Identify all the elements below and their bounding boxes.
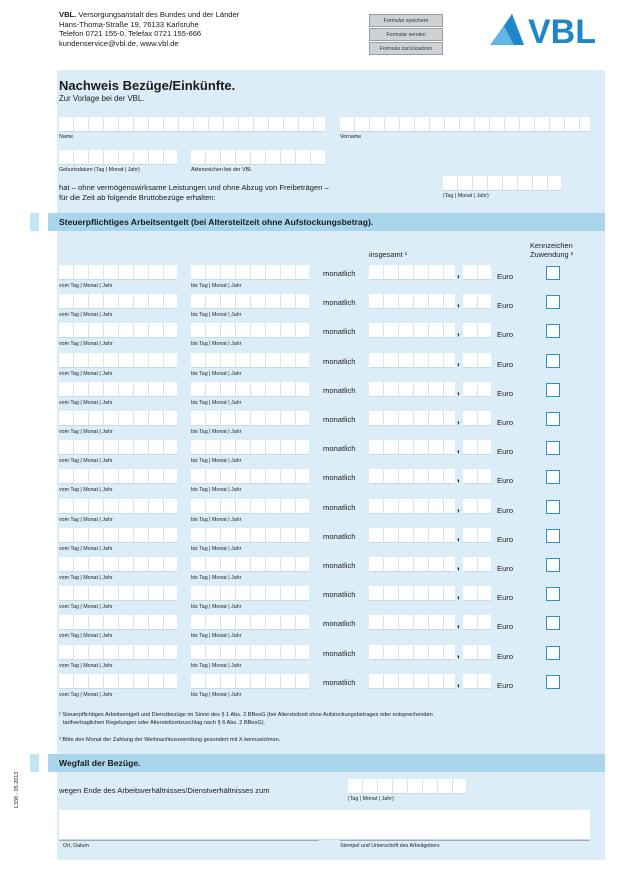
row-currency-label: Euro xyxy=(497,301,514,310)
row-amount-euro-field[interactable] xyxy=(369,411,455,426)
row-from-date-label: vom Tag | Monat | Jahr xyxy=(59,546,113,552)
row-monthly-label: monatlich xyxy=(323,503,356,512)
row-amount-euro-field[interactable] xyxy=(369,294,455,309)
row-to-date-field[interactable] xyxy=(191,469,309,484)
row-to-date-label: bis Tag | Monat | Jahr xyxy=(191,371,242,377)
row-amount-euro-field[interactable] xyxy=(369,499,455,514)
row-from-date-label: vom Tag | Monat | Jahr xyxy=(59,663,113,669)
row-decimal-comma: , xyxy=(457,298,460,309)
row-from-date-field[interactable] xyxy=(59,294,177,309)
vbl-logo-text: VBL xyxy=(528,13,596,46)
row-decimal-comma: , xyxy=(457,619,460,630)
row-monthly-label: monatlich xyxy=(323,649,356,658)
row-zuwendung-checkbox[interactable] xyxy=(546,470,560,484)
termination-date-label: (Tag | Monat | Jahr) xyxy=(348,796,394,802)
row-decimal-comma: , xyxy=(457,590,460,601)
row-amount-cent-field[interactable] xyxy=(463,353,491,368)
row-monthly-label: monatlich xyxy=(323,327,356,336)
row-decimal-comma: , xyxy=(457,444,460,455)
period-start-date-field[interactable] xyxy=(443,176,561,191)
row-amount-euro-field[interactable] xyxy=(369,528,455,543)
row-from-date-field[interactable] xyxy=(59,586,177,601)
row-amount-cent-field[interactable] xyxy=(463,294,491,309)
row-from-date-label: vom Tag | Monat | Jahr xyxy=(59,633,113,639)
row-to-date-label: bis Tag | Monat | Jahr xyxy=(191,312,242,318)
row-monthly-label: monatlich xyxy=(323,473,356,482)
row-to-date-label: bis Tag | Monat | Jahr xyxy=(191,458,242,464)
row-from-date-label: vom Tag | Monat | Jahr xyxy=(59,312,113,318)
row-from-date-label: vom Tag | Monat | Jahr xyxy=(59,692,113,698)
row-decimal-comma: , xyxy=(457,503,460,514)
birthdate-field[interactable] xyxy=(59,150,177,165)
row-amount-cent-field[interactable] xyxy=(463,615,491,630)
aktenzeichen-label: Aktenzeichen bei der VBL xyxy=(191,167,252,173)
intro-line-2: für die Zeit ab folgende Bruttobezüge erhalten: xyxy=(59,192,216,202)
footnote-1-line-2: tarifvertraglichen Regelungen oder Altersteilzeitzuschlag nach § 6 Abs. 2 BBesG). xyxy=(63,719,266,726)
save-form-button[interactable]: Formular speichern xyxy=(369,14,443,27)
row-zuwendung-checkbox[interactable] xyxy=(546,558,560,572)
row-monthly-label: monatlich xyxy=(323,357,356,366)
row-monthly-label: monatlich xyxy=(323,444,356,453)
row-zuwendung-checkbox[interactable] xyxy=(546,295,560,309)
row-amount-euro-field[interactable] xyxy=(369,557,455,572)
reset-form-button[interactable]: Formular zurücksetzen xyxy=(369,42,443,55)
row-decimal-comma: , xyxy=(457,357,460,368)
column-flag-header xyxy=(530,241,573,259)
row-from-date-field[interactable] xyxy=(59,323,177,338)
row-from-date-field[interactable] xyxy=(59,645,177,660)
row-monthly-label: monatlich xyxy=(323,415,356,424)
row-from-date-label: vom Tag | Monat | Jahr xyxy=(59,371,113,377)
row-to-date-field[interactable] xyxy=(191,499,309,514)
name-label: Name xyxy=(59,134,74,140)
row-zuwendung-checkbox[interactable] xyxy=(546,324,560,338)
row-decimal-comma: , xyxy=(457,649,460,660)
row-currency-label: Euro xyxy=(497,622,514,631)
row-zuwendung-checkbox[interactable] xyxy=(546,354,560,368)
row-amount-euro-field[interactable] xyxy=(369,440,455,455)
row-from-date-field[interactable] xyxy=(59,557,177,572)
intro-line-1: hat – ohne vermögenswirksame Leistungen und ohne Abzug von Freibeträgen – xyxy=(59,183,329,192)
row-to-date-field[interactable] xyxy=(191,440,309,455)
row-amount-cent-field[interactable] xyxy=(463,557,491,572)
row-to-date-label: bis Tag | Monat | Jahr xyxy=(191,487,242,493)
form-title: Nachweis Bezüge/Einkünfte. xyxy=(59,78,236,93)
org-address-block xyxy=(59,10,239,48)
row-to-date-field[interactable] xyxy=(191,265,309,280)
row-amount-cent-field[interactable] xyxy=(463,411,491,426)
row-monthly-label: monatlich xyxy=(323,532,356,541)
row-currency-label: Euro xyxy=(497,652,514,661)
row-zuwendung-checkbox[interactable] xyxy=(546,646,560,660)
row-to-date-label: bis Tag | Monat | Jahr xyxy=(191,283,242,289)
row-amount-euro-field[interactable] xyxy=(369,469,455,484)
signature-line xyxy=(340,840,590,841)
row-to-date-field[interactable] xyxy=(191,411,309,426)
row-to-date-field[interactable] xyxy=(191,557,309,572)
row-currency-label: Euro xyxy=(497,330,514,339)
row-to-date-label: bis Tag | Monat | Jahr xyxy=(191,692,242,698)
row-amount-euro-field[interactable] xyxy=(369,645,455,660)
row-to-date-label: bis Tag | Monat | Jahr xyxy=(191,575,242,581)
row-currency-label: Euro xyxy=(497,564,514,573)
row-to-date-field[interactable] xyxy=(191,615,309,630)
org-contact: kundenservice@vbl.de, www.vbl.de xyxy=(59,38,179,48)
row-zuwendung-checkbox[interactable] xyxy=(546,616,560,630)
org-name: VBL. xyxy=(59,10,77,19)
row-to-date-label: bis Tag | Monat | Jahr xyxy=(191,604,242,610)
row-to-date-label: bis Tag | Monat | Jahr xyxy=(191,546,242,552)
termination-date-field[interactable] xyxy=(348,779,466,794)
row-decimal-comma: , xyxy=(457,269,460,280)
row-zuwendung-checkbox[interactable] xyxy=(546,587,560,601)
row-amount-euro-field[interactable] xyxy=(369,382,455,397)
row-to-date-field[interactable] xyxy=(191,674,309,689)
row-to-date-field[interactable] xyxy=(191,586,309,601)
vorname-label: Vorname xyxy=(340,134,362,140)
row-from-date-label: vom Tag | Monat | Jahr xyxy=(59,604,113,610)
row-zuwendung-checkbox[interactable] xyxy=(546,266,560,280)
row-amount-cent-field[interactable] xyxy=(463,382,491,397)
org-address: Hans-Thoma-Straße 19, 76133 Karlsruhe xyxy=(59,19,199,29)
column-flag-header-line2: Zuwendung ² xyxy=(530,250,574,259)
row-decimal-comma: , xyxy=(457,386,460,397)
org-phone: Telefon 0721 155-0, Telefax 0721 155-666 xyxy=(59,29,202,38)
row-monthly-label: monatlich xyxy=(323,269,356,278)
row-amount-euro-field[interactable] xyxy=(369,615,455,630)
row-amount-cent-field[interactable] xyxy=(463,645,491,660)
row-to-date-field[interactable] xyxy=(191,353,309,368)
row-currency-label: Euro xyxy=(497,272,514,281)
section-title-termination: Wegfall der Bezüge. xyxy=(59,758,141,768)
row-to-date-label: bis Tag | Monat | Jahr xyxy=(191,517,242,523)
org-full-name: Versorgungsanstalt des Bundes und der Länder xyxy=(76,10,240,19)
row-decimal-comma: , xyxy=(457,561,460,572)
row-amount-cent-field[interactable] xyxy=(463,528,491,543)
intro-text xyxy=(59,183,329,202)
row-currency-label: Euro xyxy=(497,476,514,485)
row-to-date-label: bis Tag | Monat | Jahr xyxy=(191,400,242,406)
row-to-date-field[interactable] xyxy=(191,645,309,660)
row-from-date-field[interactable] xyxy=(59,440,177,455)
row-from-date-label: vom Tag | Monat | Jahr xyxy=(59,458,113,464)
name-field[interactable] xyxy=(59,117,325,132)
row-zuwendung-checkbox[interactable] xyxy=(546,412,560,426)
row-amount-euro-field[interactable] xyxy=(369,323,455,338)
row-monthly-label: monatlich xyxy=(323,298,356,307)
row-amount-cent-field[interactable] xyxy=(463,440,491,455)
row-monthly-label: monatlich xyxy=(323,590,356,599)
row-zuwendung-checkbox[interactable] xyxy=(546,500,560,514)
footnote-2: ² Bitte den Monat der Zahlung der Weihnachtszuwendung gesondert mit X kennzeichnen. xyxy=(59,737,281,743)
section-title-salary: Steuerpflichtiges Arbeitsentgelt (bei Altersteilzeit ohne Aufstockungsbetrag). xyxy=(59,217,374,227)
row-decimal-comma: , xyxy=(457,327,460,338)
row-from-date-label: vom Tag | Monat | Jahr xyxy=(59,487,113,493)
row-to-date-field[interactable] xyxy=(191,323,309,338)
row-currency-label: Euro xyxy=(497,389,514,398)
row-monthly-label: monatlich xyxy=(323,678,356,687)
signature-label: Stempel und Unterschrift des Arbeitgebers xyxy=(340,843,440,849)
footnote-1 xyxy=(59,712,579,727)
row-monthly-label: monatlich xyxy=(323,561,356,570)
aktenzeichen-field[interactable] xyxy=(191,150,325,165)
row-amount-cent-field[interactable] xyxy=(463,586,491,601)
row-to-date-label: bis Tag | Monat | Jahr xyxy=(191,663,242,669)
row-from-date-field[interactable] xyxy=(59,528,177,543)
place-date-label: Ort, Datum xyxy=(63,843,89,849)
form-subtitle: Zur Vorlage bei der VBL. xyxy=(59,94,145,103)
row-zuwendung-checkbox[interactable] xyxy=(546,675,560,689)
row-from-date-field[interactable] xyxy=(59,353,177,368)
row-amount-euro-field[interactable] xyxy=(369,265,455,280)
vbl-logo xyxy=(490,12,610,46)
row-amount-euro-field[interactable] xyxy=(369,586,455,601)
row-decimal-comma: , xyxy=(457,473,460,484)
place-date-line xyxy=(59,840,319,841)
footnote-1-line-1: ¹ Steuerpflichtiges Arbeitsentgelt und Dienstbezüge im Sinne des § 1 Abs. 2 BBesG (bei Altersteilzeit ohne Aufstockungsbetrages oder entsprechenden xyxy=(59,712,433,718)
row-amount-cent-field[interactable] xyxy=(463,469,491,484)
row-amount-cent-field[interactable] xyxy=(463,674,491,689)
column-flag-header-line1: Kennzeichen xyxy=(530,241,573,250)
row-to-date-label: bis Tag | Monat | Jahr xyxy=(191,429,242,435)
row-monthly-label: monatlich xyxy=(323,386,356,395)
row-currency-label: Euro xyxy=(497,418,514,427)
row-from-date-field[interactable] xyxy=(59,615,177,630)
row-decimal-comma: , xyxy=(457,678,460,689)
row-monthly-label: monatlich xyxy=(323,619,356,628)
row-currency-label: Euro xyxy=(497,447,514,456)
row-zuwendung-checkbox[interactable] xyxy=(546,529,560,543)
row-from-date-label: vom Tag | Monat | Jahr xyxy=(59,341,113,347)
row-amount-cent-field[interactable] xyxy=(463,265,491,280)
row-currency-label: Euro xyxy=(497,593,514,602)
row-from-date-field[interactable] xyxy=(59,265,177,280)
place-date-signature-field[interactable] xyxy=(59,810,590,840)
row-zuwendung-checkbox[interactable] xyxy=(546,441,560,455)
row-from-date-label: vom Tag | Monat | Jahr xyxy=(59,517,113,523)
row-decimal-comma: , xyxy=(457,415,460,426)
row-amount-euro-field[interactable] xyxy=(369,674,455,689)
row-from-date-label: vom Tag | Monat | Jahr xyxy=(59,283,113,289)
row-from-date-label: vom Tag | Monat | Jahr xyxy=(59,429,113,435)
send-form-button[interactable]: Formular senden xyxy=(369,28,443,41)
row-to-date-label: bis Tag | Monat | Jahr xyxy=(191,633,242,639)
row-from-date-field[interactable] xyxy=(59,674,177,689)
row-to-date-field[interactable] xyxy=(191,528,309,543)
row-amount-euro-field[interactable] xyxy=(369,353,455,368)
row-to-date-field[interactable] xyxy=(191,294,309,309)
form-code: L338 - 05.2013 xyxy=(14,771,20,808)
vorname-field[interactable] xyxy=(340,117,590,132)
row-from-date-field[interactable] xyxy=(59,411,177,426)
row-currency-label: Euro xyxy=(497,506,514,515)
row-from-date-field[interactable] xyxy=(59,499,177,514)
row-decimal-comma: , xyxy=(457,532,460,543)
row-currency-label: Euro xyxy=(497,535,514,544)
row-from-date-field[interactable] xyxy=(59,382,177,397)
row-from-date-field[interactable] xyxy=(59,469,177,484)
row-from-date-label: vom Tag | Monat | Jahr xyxy=(59,400,113,406)
termination-reason-text: wegen Ende des Arbeitsverhältnisses/Dienstverhältnisses zum xyxy=(59,786,270,795)
row-from-date-label: vom Tag | Monat | Jahr xyxy=(59,575,113,581)
row-currency-label: Euro xyxy=(497,681,514,690)
row-currency-label: Euro xyxy=(497,360,514,369)
row-amount-cent-field[interactable] xyxy=(463,323,491,338)
birthdate-label: Geburtsdatum (Tag | Monat | Jahr) xyxy=(59,167,140,173)
row-to-date-field[interactable] xyxy=(191,382,309,397)
row-to-date-label: bis Tag | Monat | Jahr xyxy=(191,341,242,347)
period-start-date-label: (Tag | Monat | Jahr) xyxy=(443,193,489,199)
row-zuwendung-checkbox[interactable] xyxy=(546,383,560,397)
column-total-header: insgesamt ¹ xyxy=(369,250,408,259)
row-amount-cent-field[interactable] xyxy=(463,499,491,514)
